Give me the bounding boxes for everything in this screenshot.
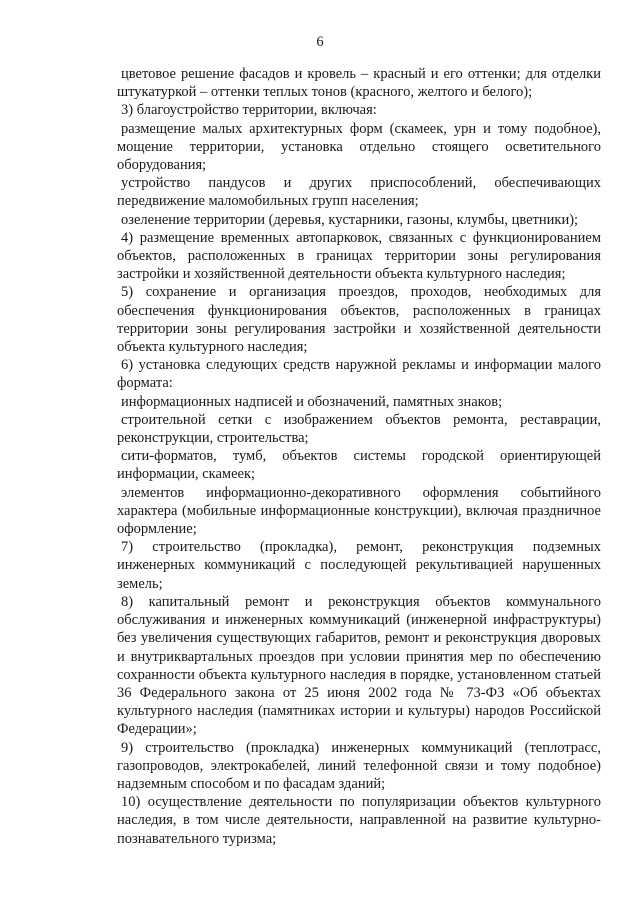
paragraph-item-10: 10) осуществление деятельности по популяризации объектов культурного наследия, в том числе деятельности, направленной на развитие культурно-познавательного туризма; (117, 794, 601, 847)
document-body (117, 65, 601, 848)
paragraph-item-9: 9) строительство (прокладка) инженерных коммуникаций (теплотрасс, газопроводов, электрокабелей, линий телефонной связи и тому подобное) надземным способом и по фасадам зданий; (117, 739, 601, 792)
paragraph-item-6: 6) установка следующих средств наружной рекламы и информации малого формата: (117, 357, 601, 392)
page-number: 6 (316, 34, 324, 50)
paragraph-item-3: 3) благоустройство территории, включая: (121, 102, 377, 119)
paragraph-small-architectural-forms: размещение малых архитектурных форм (скамеек, урн и тому подобное), мощение территории, установка отдельно стоящего осветительного оборудования; (117, 120, 601, 174)
paragraph-item-8: 8) капитальный ремонт и реконструкция объектов коммунального обслуживания и инженерных коммуникаций (инженерной инфраструктуры) без увеличения существующих габаритов, ремонт и реконструкция дворовых и внутриквартальных проездов при условии принятия мер по обеспечению сохранности объекта культурного наследия в порядке, установленном статьей 36 Федерального закона от 25 июня 2002 года № 73-ФЗ «Об объектах культурного наследия (памятниках истории и культуры) народов Российской Федерации»; (117, 593, 601, 738)
paragraph-item-4: 4) размещение временных автопарковок, связанных с функционированием объектов, расположенных в границах территории зоны регулирования застройки и хозяйственной деятельности объекта культурного наследия; (117, 229, 601, 283)
paragraph-city-formats: сити-форматов, тумб, объектов системы городской ориентирующей информации, скамеек; (117, 448, 601, 483)
paragraph-decorative-elements: элементов информационно-декоративного оформления событийного характера (мобильные информационные конструкции), включая праздничное оформление; (117, 484, 601, 538)
paragraph-item-7: 7) строительство (прокладка), ремонт, реконструкция подземных инженерных коммуникаций с последующей рекультивацией нарушенных земель; (117, 539, 601, 592)
paragraph-construction-mesh: строительной сетки с изображением объектов ремонта, реставрации, реконструкции, строительства; (117, 411, 601, 447)
paragraph-facade-colors: цветовое решение фасадов и кровель – красный и его оттенки; для отделки штукатуркой – оттенки теплых тонов (красного, желтого и белого); (117, 66, 601, 101)
paragraph-info-signs: информационных надписей и обозначений, памятных знаков; (121, 393, 503, 410)
paragraph-item-5: 5) сохранение и организация проездов, проходов, необходимых для обеспечения функционирования объектов, расположенных в границах территории зоны регулирования застройки и хозяйственной деятельности объекта культурного наследия; (117, 284, 601, 356)
paragraph-ramps: устройство пандусов и других приспособлений, обеспечивающих передвижение маломобильных групп населения; (117, 175, 601, 210)
paragraph-landscaping: озеленение территории (деревья, кустарники, газоны, клумбы, цветники); (121, 211, 579, 228)
